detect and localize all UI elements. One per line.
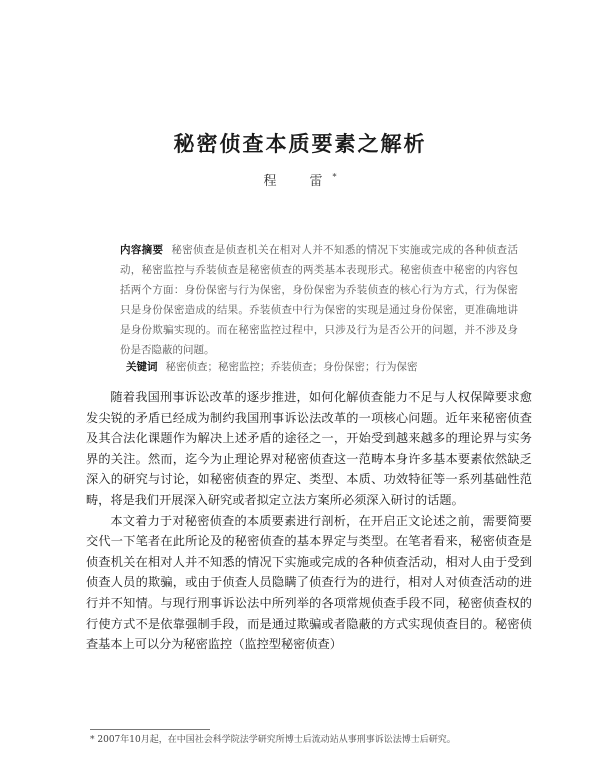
footnote bbox=[90, 734, 530, 747]
footnote-divider bbox=[90, 729, 210, 730]
footnote-mark: * bbox=[90, 735, 95, 745]
author-line bbox=[0, 170, 600, 189]
abstract-block bbox=[120, 240, 518, 360]
author-name: 程 雷 bbox=[263, 174, 333, 189]
author-footnote-mark: * bbox=[332, 172, 337, 182]
body-paragraph-2: 本文着力于对秘密侦查的本质要素进行剖析，在开启正文论述之前，需要简要交代一下笔者在此所论及的秘密侦查的基本界定与类型。在笔者看来，秘密侦查是侦查机关在相对人并不知悉的情况下实施或完成的各种侦查活动，相对人由于受到侦查人员的欺骗，或由于侦查人员隐瞒了侦查行为的进行，相对人对侦查活动的进行并不知情。与现行刑事诉讼法中所列举的各项常规侦查手段不同，秘密侦查权的行使方式不是依靠强制手段，而是通过欺骗或者隐蔽的方式实现侦查目的。秘密侦查基本上可以分为秘密监控（监控型秘密侦查） bbox=[86, 513, 532, 652]
body-paragraph-1: 随着我国刑事诉讼改革的逐步推进，如何化解侦查能力不足与人权保障要求愈发尖锐的矛盾已经成为制约我国刑事诉讼法改革的一项核心问题。近年来秘密侦查及其合法化课题作为解决上述矛盾的途径之一，开始受到越来越多的理论界与实务界的关注。然而，迄今为止理论界对秘密侦查这一范畴本身许多基本要素依然缺乏深入的研究与讨论，如秘密侦查的界定、类型、本质、功效特征等一系列基础性范畴，将是我们开展深入研究或者拟定立法方案所必须深入研讨的话题。 bbox=[86, 390, 532, 507]
article-title: 秘密侦查本质要素之解析 bbox=[173, 132, 427, 156]
keywords-text: 秘密侦查；秘密监控；乔装侦查；身份保密；行为保密 bbox=[165, 361, 418, 373]
abstract-label: 内容摘要 bbox=[120, 244, 164, 256]
body-text bbox=[86, 387, 532, 655]
abstract-text: 秘密侦查是侦查机关在相对人并不知悉的情况下实施或完成的各种侦查活动，秘密监控与乔装侦查是秘密侦查的两类基本表现形式。秘密侦查中秘密的内容包括两个方面：身份保密与行为保密，身份保密为乔装侦查的核心行为方式，行为保密只是身份保密造成的结果。乔装侦查中行为保密的实现是通过身份保密，更准确地讲是身份欺骗实现的。而在秘密监控过程中，只涉及行为是否公开的问题，并不涉及身份是否隐蔽的问题。 bbox=[120, 244, 519, 356]
keywords-label: 关键词 bbox=[126, 361, 158, 373]
footnote-text: 2007年10月起，在中国社会科学院法学研究所博士后流动站从事刑事诉讼法博士后研究。 bbox=[97, 735, 456, 745]
keywords-block bbox=[126, 357, 526, 377]
